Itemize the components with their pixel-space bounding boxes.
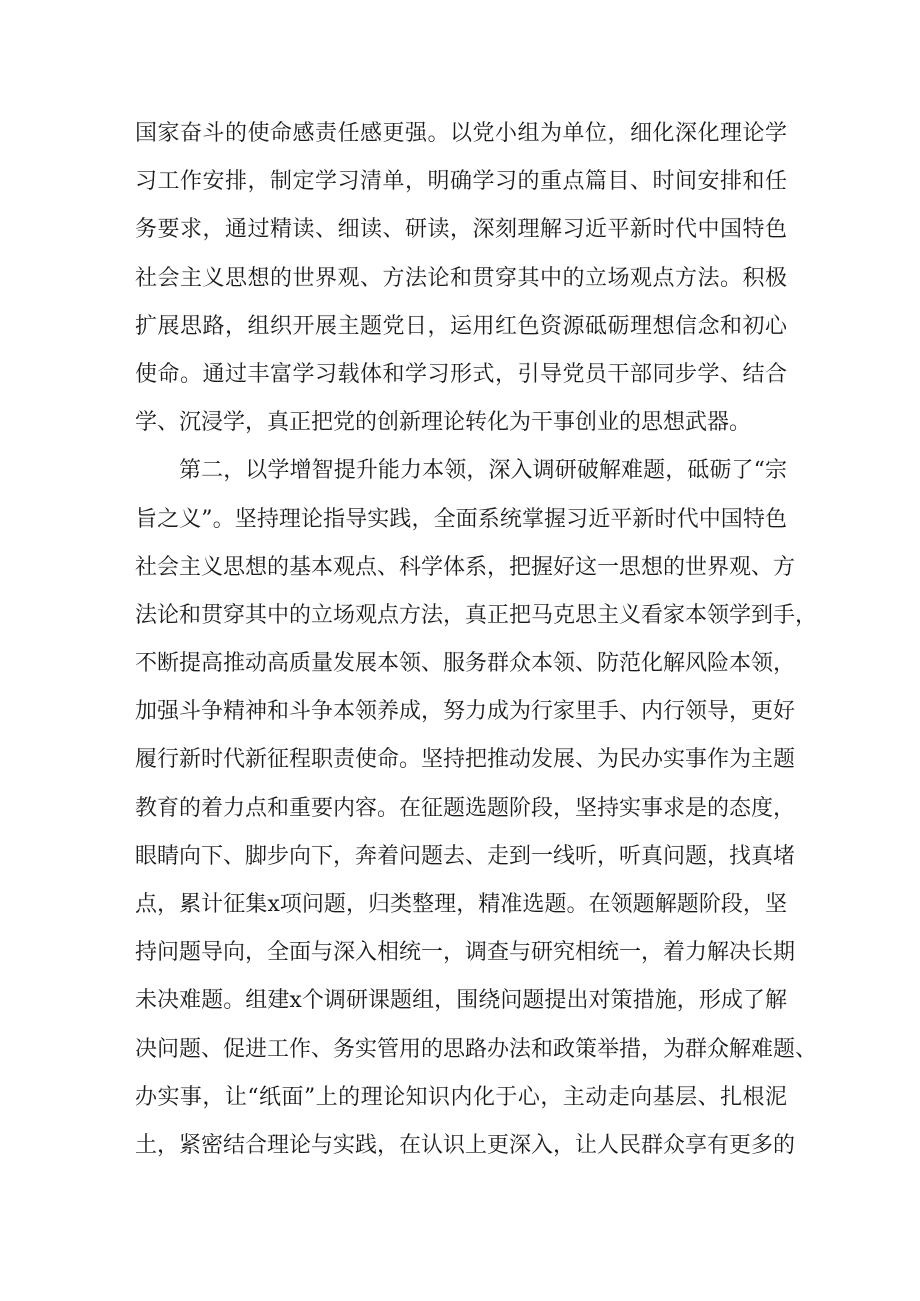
text-line: 国家奋斗的使命感责任感更强。以党小组为单位，细化深化理论学 bbox=[135, 121, 787, 146]
document-body bbox=[135, 110, 818, 1170]
text-line: 决问题、促进工作、务实管用的思路办法和政策举措，为群众解难题、 bbox=[135, 1036, 818, 1062]
paragraph-1 bbox=[135, 110, 787, 447]
text-line: 社会主义思想的世界观、方法论和贯穿其中的立场观点方法。积极 bbox=[135, 265, 787, 291]
text-line: 法论和贯穿其中的立场观点方法，真正把马克思主义看家本领学到手， bbox=[135, 602, 818, 628]
text-line: 务要求，通过精读、细读、研读，深刻理解习近平新时代中国特色 bbox=[135, 217, 787, 243]
text-line: 履行新时代新征程职责使命。坚持把推动发展、为民办实事作为主题 bbox=[135, 747, 796, 773]
text-line: 使命。通过丰富学习载体和学习形式，引导党员干部同步学、结合 bbox=[135, 361, 787, 387]
text-line: 未决难题。组建x个调研课题组，围绕问题提出对策措施，形成了解 bbox=[135, 988, 787, 1014]
text-line: 第二，以学增智提升能力本领，深入调研破解难题，砥砺了“宗 bbox=[179, 458, 787, 484]
text-line: 眼睛向下、脚步向下，奔着问题去、走到一线听，听真问题，找真堵 bbox=[135, 843, 796, 869]
text-line: 扩展思路，组织开展主题党日，运用红色资源砥砺理想信念和初心 bbox=[135, 313, 787, 339]
text-line: 社会主义思想的基本观点、科学体系，把握好这一思想的世界观、方 bbox=[135, 554, 796, 580]
text-line: 旨之义”。坚持理论指导实践，全面系统掌握习近平新时代中国特色 bbox=[135, 506, 787, 532]
text-line: 习工作安排，制定学习清单，明确学习的重点篇目、时间安排和任 bbox=[135, 169, 787, 195]
text-line: 点，累计征集x项问题，归类整理，精准选题。在领题解题阶段，坚 bbox=[135, 892, 787, 917]
paragraph-2 bbox=[135, 447, 818, 1170]
text-line: 土，紧密结合理论与实践，在认识上更深入，让人民群众享有更多的 bbox=[135, 1132, 796, 1158]
text-line: 加强斗争精神和斗争本领养成，努力成为行家里手、内行领导，更好 bbox=[135, 699, 796, 725]
text-line: 不断提高推动高质量发展本领、服务群众本领、防范化解风险本领， bbox=[135, 651, 796, 677]
text-line: 持问题导向，全面与深入相统一，调查与研究相统一，着力解决长期 bbox=[135, 940, 796, 966]
text-line: 学、沉浸学，真正把党的创新理论转化为干事创业的思想武器。 bbox=[135, 410, 752, 436]
text-line: 教育的着力点和重要内容。在征题选题阶段，坚持实事求是的态度， bbox=[135, 795, 796, 821]
text-line: 办实事，让“纸面”上的理论知识内化于心，主动走向基层、扎根泥 bbox=[135, 1084, 787, 1110]
